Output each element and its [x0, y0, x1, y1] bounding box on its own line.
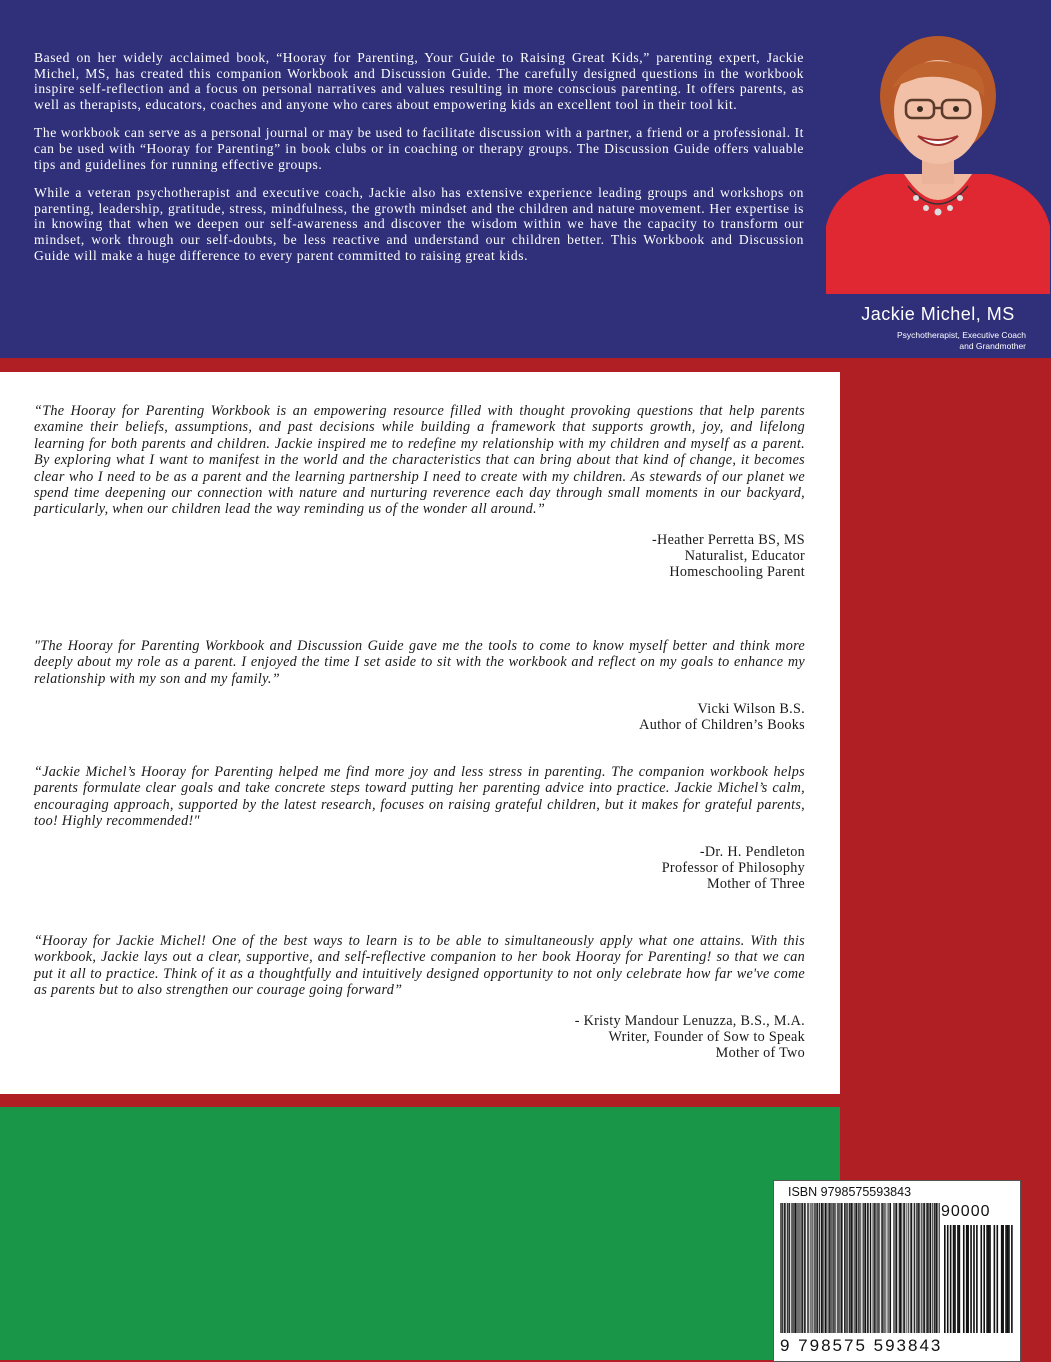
isbn-barcode	[773, 1180, 1021, 1362]
barcode-bar	[937, 1203, 938, 1333]
barcode-bar	[917, 1203, 918, 1333]
barcode-bar	[860, 1203, 861, 1333]
attribution-line: Professor of Philosophy	[34, 860, 805, 876]
barcode-bar	[963, 1225, 965, 1333]
barcode-bar	[835, 1203, 836, 1333]
barcode-bar	[811, 1203, 812, 1333]
barcode-bar	[785, 1203, 786, 1333]
barcode-bar	[957, 1225, 959, 1333]
barcode-bar	[915, 1203, 916, 1333]
barcode-bar	[947, 1225, 949, 1333]
author-photo	[826, 26, 1050, 294]
author-portrait-illustration	[826, 26, 1050, 294]
attribution-line: Homeschooling Parent	[34, 564, 805, 580]
barcode-bar	[838, 1203, 839, 1333]
barcode-bar	[1007, 1225, 1009, 1333]
barcode-bar	[887, 1203, 888, 1333]
barcode-bar	[839, 1203, 840, 1333]
testimonial-attribution	[34, 532, 805, 581]
barcode-bar	[922, 1203, 923, 1333]
barcode-bar	[832, 1203, 833, 1333]
testimonial-1	[34, 403, 805, 580]
barcode-bar	[954, 1225, 956, 1333]
bottom-green-band	[0, 1107, 840, 1360]
barcode-bar	[905, 1203, 906, 1333]
barcode-bar	[785, 1203, 786, 1333]
barcode-bar	[850, 1203, 851, 1333]
barcode-bar	[828, 1203, 829, 1333]
barcode-bar	[808, 1203, 809, 1333]
barcode-bar	[781, 1203, 782, 1333]
barcode-bar	[801, 1203, 802, 1333]
attribution-line: Author of Children’s Books	[34, 717, 805, 733]
barcode-bar	[870, 1203, 871, 1333]
barcode-bar	[876, 1203, 877, 1333]
barcode-bar	[908, 1203, 909, 1333]
testimonial-quote: “The Hooray for Parenting Workbook is an empowering resource filled with thought provoking questions that help parents examine their beliefs, assumptions, and past decisions while building a framework that supports growth, joy, and lifelong learning for both parents and children. Jackie inspired me to redefine my relationship with my children and myself as a parent. By exploring what I want to manifest in the world and the characteristics that can bring about that kind of change, it becomes clear who I need to be as a parent and the learning partnership I need to create with my children. As stewards of our planet we spend time deepening our connection with nature and nurturing reverence each day through small moments in our backyard, particularly, when our children lead the way reminding us of the wonder all around.”	[34, 403, 805, 518]
barcode-bar	[805, 1203, 806, 1333]
barcode-bar	[898, 1203, 899, 1333]
barcode-bar	[780, 1203, 781, 1333]
barcode-bar	[859, 1203, 860, 1333]
barcode-bar	[852, 1203, 853, 1333]
barcode-bar	[862, 1203, 863, 1333]
attribution-line: Mother of Two	[34, 1045, 805, 1061]
barcode-bar	[842, 1203, 843, 1333]
barcode-bar	[1008, 1225, 1010, 1333]
author-titles	[826, 330, 1026, 352]
barcode-bar	[916, 1203, 917, 1333]
barcode-bar	[980, 1225, 982, 1333]
barcode-bar	[865, 1203, 866, 1333]
barcode-bar	[953, 1225, 955, 1333]
barcode-bar	[925, 1203, 926, 1333]
barcode-bar	[888, 1203, 889, 1333]
barcode-bar	[790, 1203, 791, 1333]
barcode-bar	[847, 1203, 848, 1333]
testimonial-quote: "The Hooray for Parenting Workbook and Discussion Guide gave me the tools to come to know myself better and think more deeply about my role as a parent. I enjoyed the time I set aside to sit with the workbook and reflect on my goals to enhance my relationship with my son and my family.”	[34, 638, 805, 687]
barcode-bar	[827, 1203, 828, 1333]
barcode-bar	[815, 1203, 816, 1333]
barcode-bar	[792, 1203, 793, 1333]
barcode-bar	[841, 1203, 842, 1333]
intro-paragraph-3: While a veteran psychotherapist and executive coach, Jackie also has extensive experience leading groups and workshops on parenting, leadership, gratitude, stress, mindfulness, the growth mindset and the children and nature movement. Her expertise is in knowing that when we deepen our self-awareness and discover the wisdom within we have the capacity to transform our mindset, work through our self-doubts, be less reactive and understand our children better. This Workbook and Discussion Guide will make a huge difference to every parent committed to raising great kids.	[34, 185, 804, 263]
barcode-bar	[936, 1203, 937, 1333]
barcode-bar	[890, 1203, 891, 1333]
barcode-bar	[933, 1203, 934, 1333]
barcode-bar	[820, 1203, 821, 1333]
barcode-bar	[895, 1203, 896, 1333]
barcode-bar	[970, 1225, 972, 1333]
barcode-bar	[967, 1225, 969, 1333]
barcode-bar	[882, 1203, 883, 1333]
barcode-bar	[939, 1203, 940, 1333]
barcode-bar	[989, 1225, 991, 1333]
intro-paragraph-2: The workbook can serve as a personal journal or may be used to facilitate discussion with a partner, a friend or a professional. It can be used with “Hooray for Parenting” in book clubs or in coaching or therapy groups. The Discussion Guide offers valuable tips and guidelines for running effective groups.	[34, 125, 804, 172]
barcode-bar	[896, 1203, 897, 1333]
barcode-bar	[782, 1203, 783, 1333]
barcode-bar	[798, 1203, 799, 1333]
barcode-bar	[857, 1203, 858, 1333]
intro-text	[34, 50, 804, 276]
barcode-bar	[788, 1203, 789, 1333]
barcode-bar	[799, 1203, 800, 1333]
barcode-bar	[976, 1225, 978, 1333]
barcode-bar	[831, 1203, 832, 1333]
barcode-bar	[1002, 1225, 1004, 1333]
barcode-bar	[834, 1203, 835, 1333]
price-code: 90000	[941, 1203, 991, 1221]
barcode-bar	[900, 1203, 901, 1333]
barcode-bar	[921, 1203, 922, 1333]
barcode-bar	[814, 1203, 815, 1333]
barcode-bar	[1005, 1225, 1007, 1333]
testimonial-attribution	[34, 844, 805, 893]
barcode-bar	[837, 1203, 838, 1333]
attribution-line: Vicki Wilson B.S.	[34, 701, 805, 717]
barcode-bar	[848, 1203, 849, 1333]
barcode-bar	[926, 1203, 927, 1333]
barcode-bar	[913, 1203, 914, 1333]
barcode-bar	[889, 1203, 890, 1333]
barcode-bar	[868, 1203, 869, 1333]
barcode-bar	[950, 1225, 952, 1333]
attribution-line: Mother of Three	[34, 876, 805, 892]
barcode-bar	[1001, 1225, 1003, 1333]
barcode-bar	[983, 1225, 985, 1333]
barcode-bar	[875, 1203, 876, 1333]
barcode-bar	[966, 1225, 968, 1333]
barcode-bar	[928, 1203, 929, 1333]
barcode-bar	[795, 1203, 796, 1333]
barcode-bar	[930, 1203, 931, 1333]
barcode-bar	[864, 1203, 865, 1333]
barcode-bar	[830, 1203, 831, 1333]
testimonial-2	[34, 638, 805, 734]
testimonial-quote: “Hooray for Jackie Michel! One of the best ways to learn is to be able to simultaneously apply what one attains. With this workbook, Jackie lays out a clear, supportive, and self-reflective companion to her book Hooray for Parenting! so that we can put it all to practice. Think of it as a thoughtfully and intuitively designed opportunity to not only celebrate how far we've come as parents but to also strengthen our courage going forward”	[34, 933, 805, 999]
testimonial-attribution	[34, 701, 805, 733]
barcode-bar	[787, 1203, 788, 1333]
intro-paragraph-1: Based on her widely acclaimed book, “Hooray for Parenting, Your Guide to Raising Great Kids,” parenting expert, Jackie Michel, MS, has created this companion Workbook and Discussion Guide. The carefully designed questions in the workbook inspire self-reflection and a focus on personal narratives and values resulting in more conscious parenting. It offers parents, as well as therapists, educators, coaches and anyone who cares about empowering kids an excellent tool in their tool kit.	[34, 50, 804, 112]
barcode-bar	[803, 1203, 804, 1333]
barcode-bar	[794, 1203, 795, 1333]
barcode-bar	[903, 1203, 904, 1333]
barcode-bar	[825, 1203, 826, 1333]
barcode-bar	[911, 1203, 912, 1333]
attribution-line: -Dr. H. Pendleton	[34, 844, 805, 860]
barcode-bar	[909, 1203, 910, 1333]
barcode-bar	[944, 1225, 946, 1333]
barcode-bar	[854, 1203, 855, 1333]
barcode-bar	[935, 1203, 936, 1333]
barcode-bar	[1011, 1225, 1013, 1333]
barcode-bar	[830, 1203, 831, 1333]
barcode-bar	[932, 1203, 933, 1333]
author-title-line-1: Psychotherapist, Executive Coach	[826, 330, 1026, 341]
barcode-bar	[973, 1225, 975, 1333]
author-name: Jackie Michel, MS	[826, 304, 1050, 325]
barcode-bar	[855, 1203, 856, 1333]
barcode-bar	[883, 1203, 884, 1333]
attribution-line: -Heather Perretta BS, MS	[34, 532, 805, 548]
testimonial-3	[34, 764, 805, 892]
barcode-bar	[823, 1203, 824, 1333]
barcode-bar	[959, 1225, 961, 1333]
barcode-bar	[845, 1203, 846, 1333]
testimonial-quote: “Jackie Michel’s Hooray for Parenting helped me find more joy and less stress in parenting. The companion workbook helps parents formulate clear goals and take concrete steps toward putting her parenting advice into practice. Jackie Michel’s calm, encouraging approach, supported by the latest research, focuses on raising grateful children, but it makes for grateful parents, too! Highly recommended!"	[34, 764, 805, 830]
barcode-bar	[796, 1203, 797, 1333]
barcode-bar	[910, 1203, 911, 1333]
barcode-bar	[797, 1203, 798, 1333]
barcode-bars	[780, 1203, 940, 1333]
barcode-bar	[822, 1203, 823, 1333]
barcode-bar	[878, 1203, 879, 1333]
barcode-bar	[853, 1203, 854, 1333]
barcode-bar	[872, 1203, 873, 1333]
barcode-bar	[816, 1203, 817, 1333]
barcode-bar	[884, 1203, 885, 1333]
barcode-bar	[901, 1203, 902, 1333]
barcode-bar	[873, 1203, 874, 1333]
barcode-bar	[929, 1203, 930, 1333]
barcode-bar	[994, 1225, 996, 1333]
barcode-bar	[793, 1203, 794, 1333]
barcode-bar	[869, 1203, 870, 1333]
barcode-bar	[885, 1203, 886, 1333]
barcode-bar	[920, 1203, 921, 1333]
barcode-bar	[894, 1203, 895, 1333]
isbn-label: ISBN 9798575593843	[788, 1185, 911, 1199]
barcode-bar	[809, 1203, 810, 1333]
barcode-bar	[818, 1203, 819, 1333]
barcode-bar	[881, 1203, 882, 1333]
testimonial-attribution	[34, 1013, 805, 1062]
barcode-bar	[846, 1203, 847, 1333]
barcode-bar	[986, 1225, 988, 1333]
attribution-line: Naturalist, Educator	[34, 548, 805, 564]
barcode-bar	[988, 1225, 990, 1333]
barcode-bar	[812, 1203, 813, 1333]
barcode-addon-bars	[944, 1225, 1014, 1333]
barcode-bar	[997, 1225, 999, 1333]
barcode-bar	[805, 1203, 806, 1333]
author-title-line-2: and Grandmother	[826, 341, 1026, 352]
barcode-digits: 9 798575 593843	[780, 1336, 1016, 1356]
testimonial-4	[34, 933, 805, 1061]
attribution-line: - Kristy Mandour Lenuzza, B.S., M.A.	[34, 1013, 805, 1029]
attribution-line: Writer, Founder of Sow to Speak	[34, 1029, 805, 1045]
barcode-bar	[919, 1203, 920, 1333]
barcode-bar	[906, 1203, 907, 1333]
barcode-bar	[879, 1203, 880, 1333]
barcode-bar	[893, 1203, 894, 1333]
